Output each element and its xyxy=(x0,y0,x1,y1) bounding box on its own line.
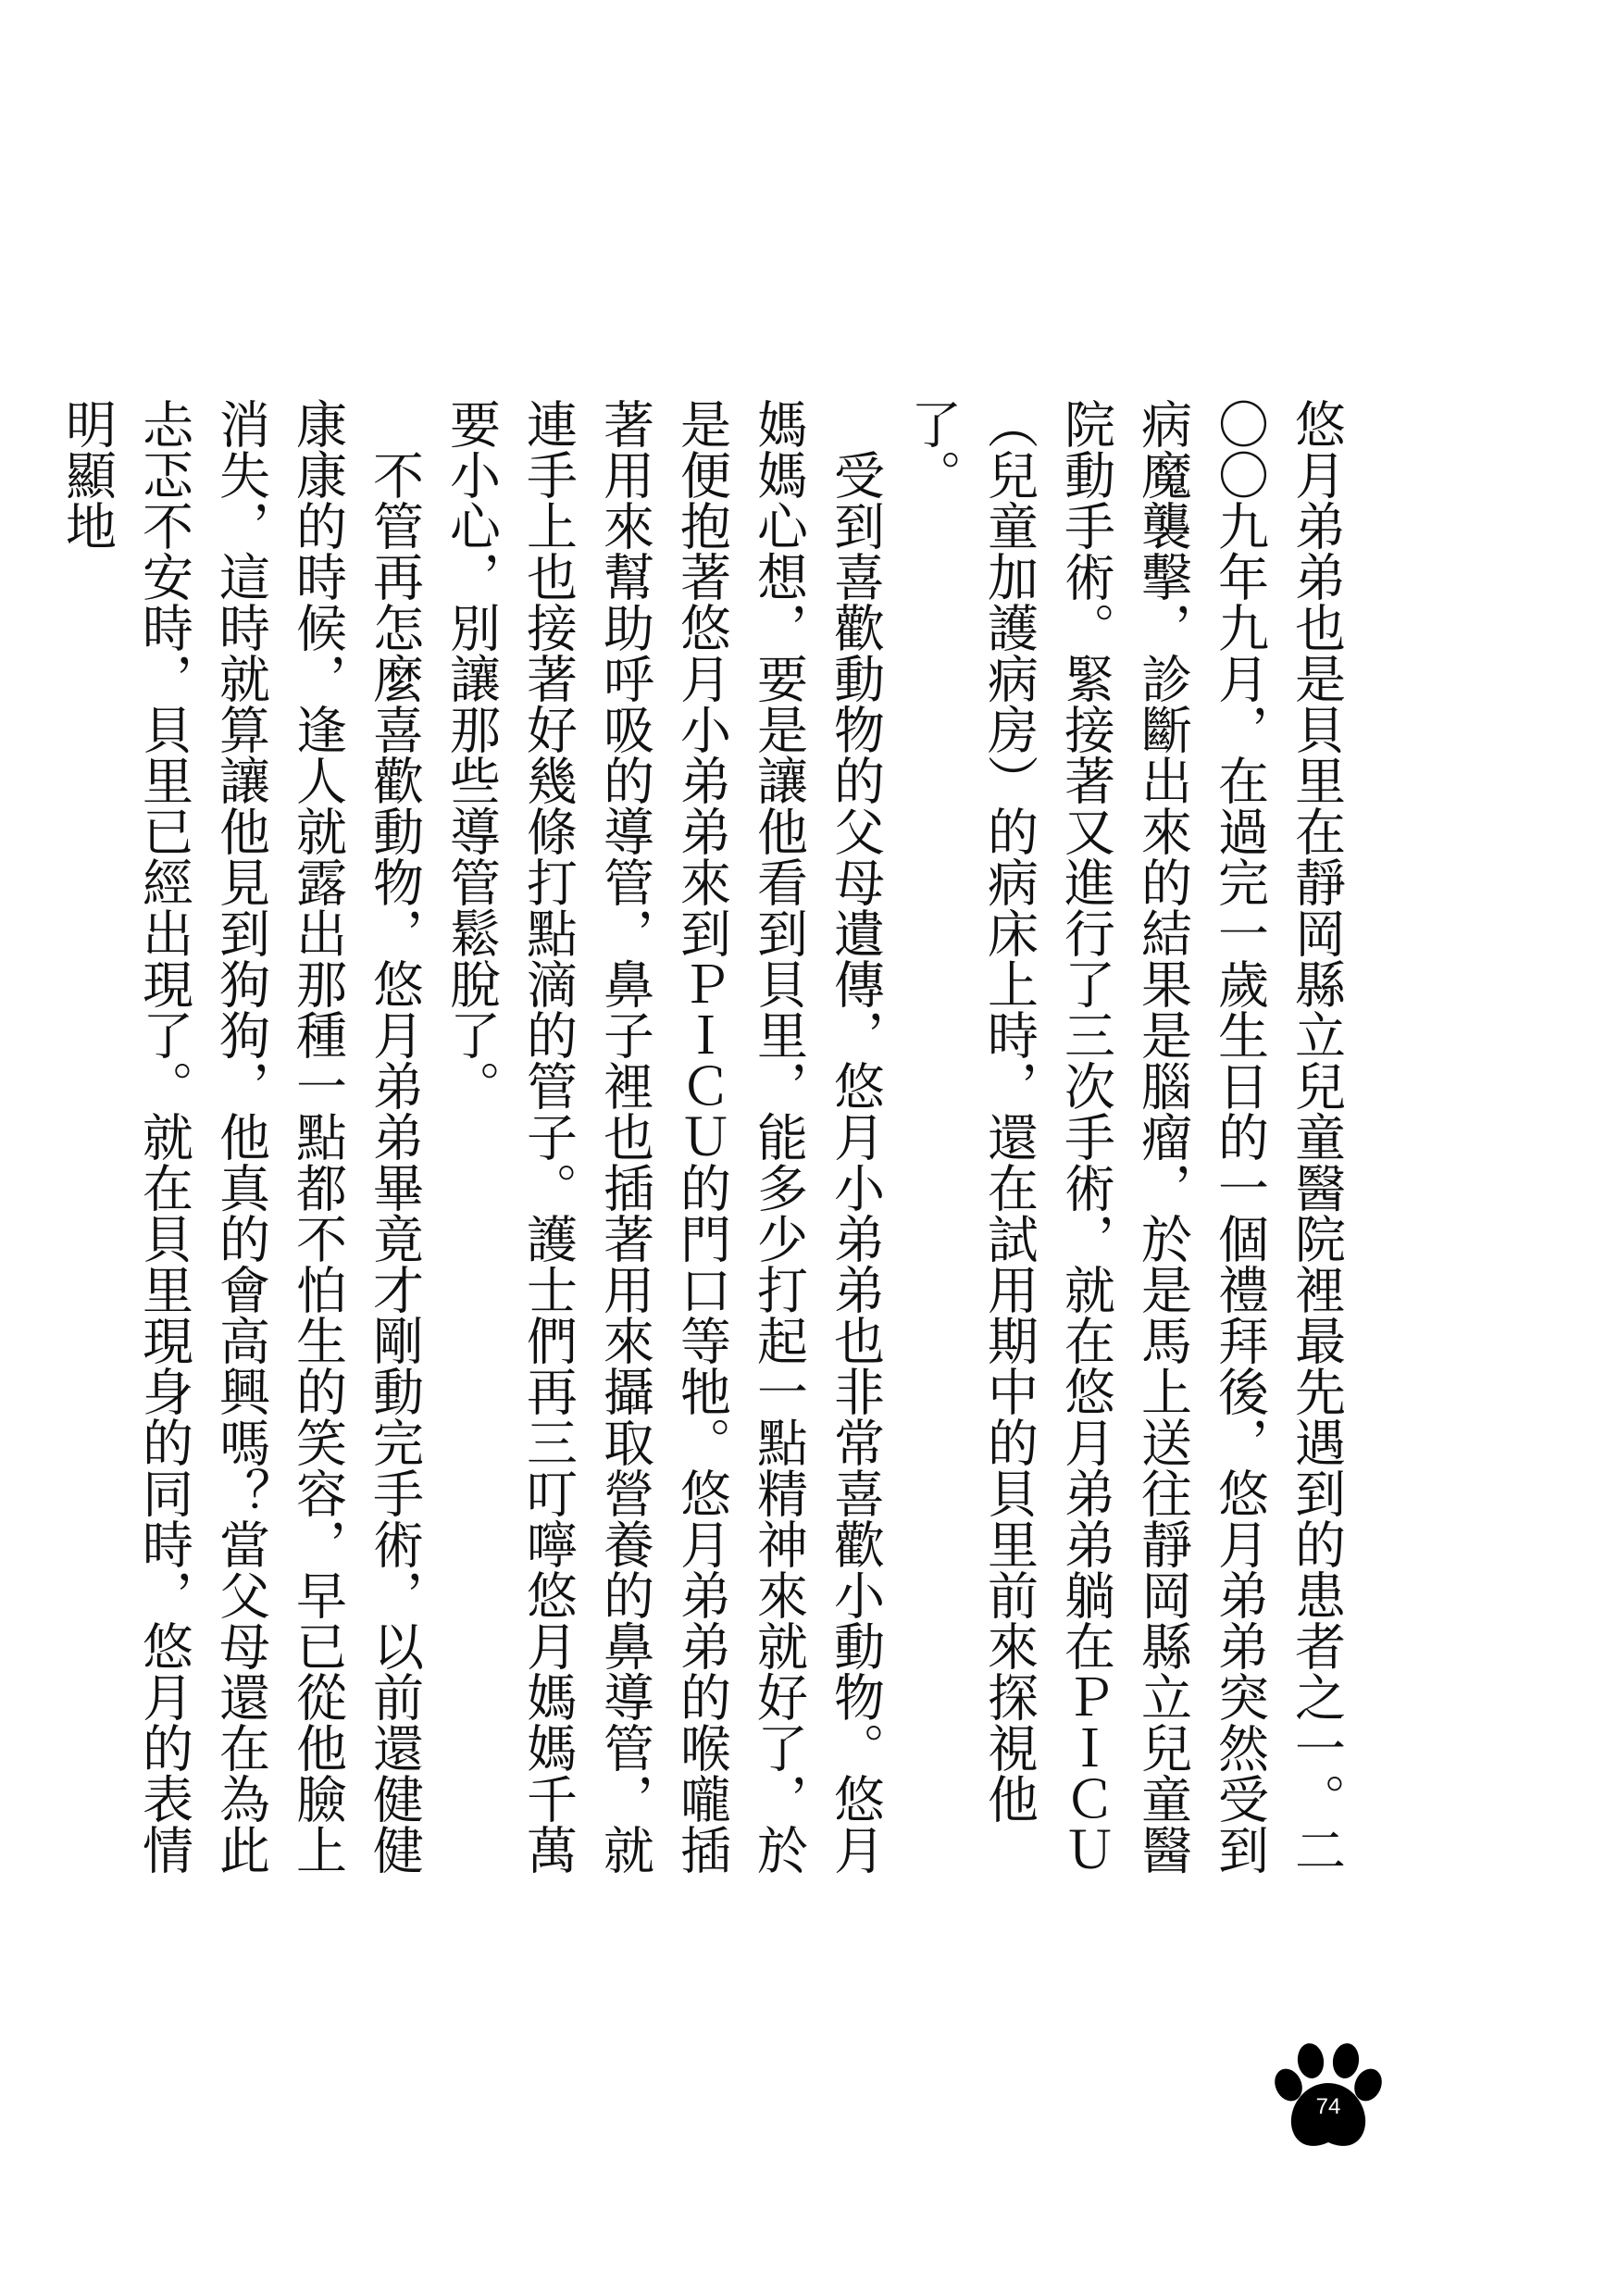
paragraph-1: 悠月弟弟也是貝里在靜岡縣立兒童醫院裡最先遇到的患者之一。二〇〇九年九月，在過完一歲生日的一個禮拜後，悠月弟弟突然受到病魔襲擊，診斷出來的結果是腦瘤，於是馬上送往靜岡縣立兒童醫院動手術。緊接著又進行了三次手術，就在悠月弟弟躺在ＰＩＣＵ（兒童加護病房）的病床上時，還在試用期中的貝里前來探視他了。 xyxy=(902,398,1346,1875)
page-number: 74 xyxy=(1315,2094,1341,2119)
body-text xyxy=(48,398,1354,1898)
paragraph-2: 受到喜歡動物的父母遺傳，悠月小弟弟也非常喜歡小動物。悠月媽媽心想，要是讓他看到貝里，能多少打起一點精神來就好了，於是便抱著悠月小弟弟來到ＰＩＣＵ的門口等牠。悠月弟弟的喉嚨插著用來幫助呼吸的導管，鼻子裡也插著用來攝取營養的鼻導管，就連手上也接著好幾條打點滴的管子。護士們再三叮嚀悠月媽媽千萬要小心，別讓那些導管鬆脫了。 xyxy=(442,398,885,1875)
paragraph-3: 不管再怎麼喜歡動物，悠月弟弟畢竟才剛動完手術，以前還健健康康的時候，逢人就露出那種一點都不怕生的笑容，早已從他臉上消失，這時就算讓他見到狗狗，他真的會高興嗎？當父母還在為此忐忑不安時，貝里已經出現了。就在貝里現身的同時，悠月的表情明顯地 xyxy=(57,398,424,1875)
